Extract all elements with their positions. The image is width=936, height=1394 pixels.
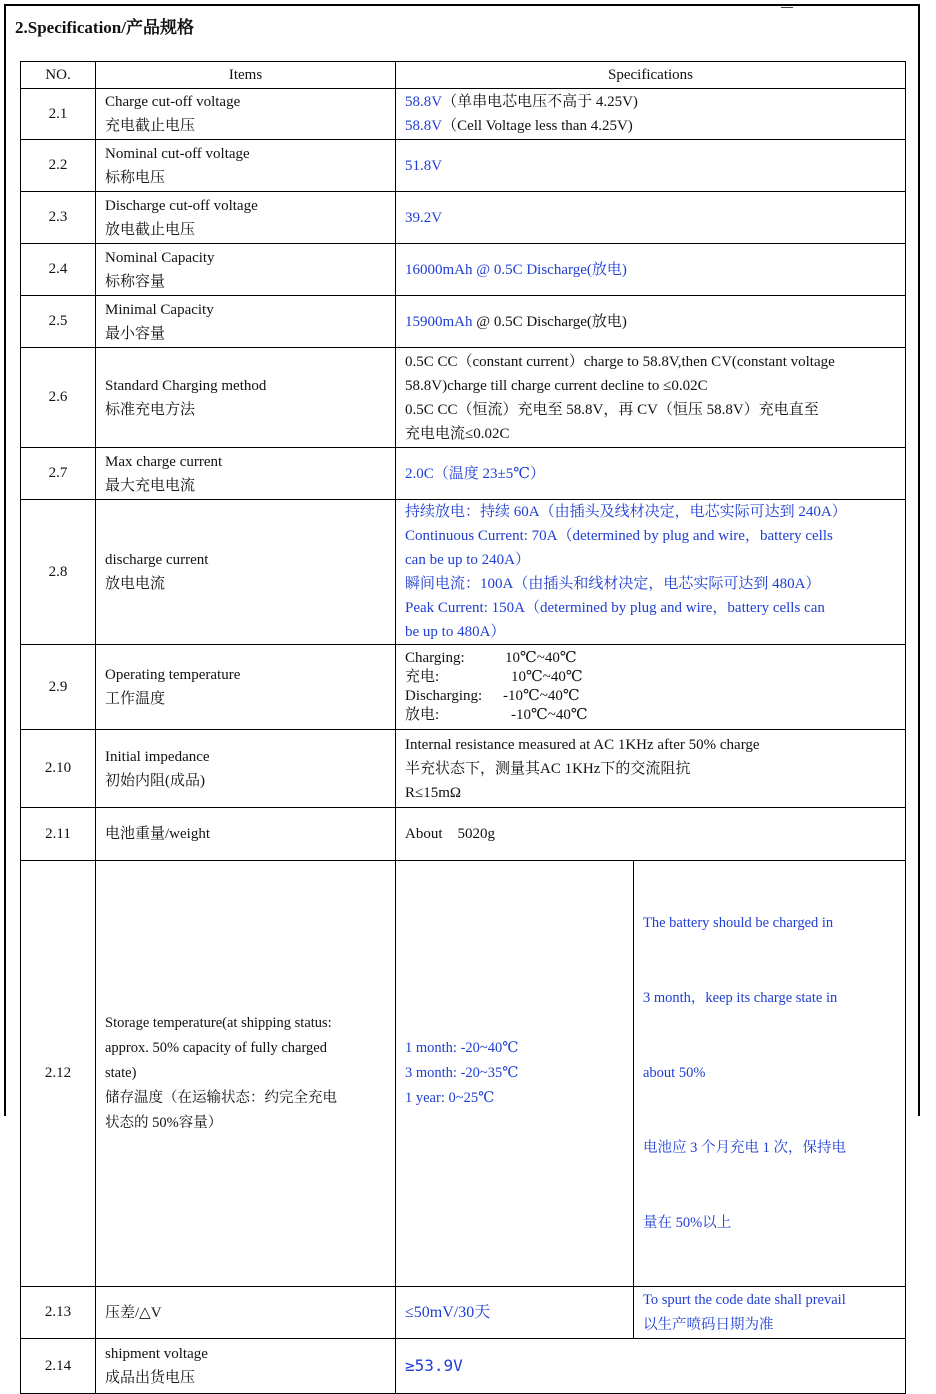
spec-line: Internal resistance measured at AC 1KHz after 50% charge (405, 736, 760, 753)
table-row (21, 861, 906, 1287)
spec-line: 半充状态下，测量其AC 1KHz下的交流阻抗 (405, 760, 691, 777)
spec-line: 3 month: -20~35℃ (405, 1065, 519, 1081)
row-number: 2.1 (21, 89, 96, 140)
row-number: 2.3 (21, 192, 96, 244)
item-label-en: approx. 50% capacity of fully charged (105, 1040, 327, 1056)
spec-line (405, 90, 897, 114)
spec-value: 15900mAh (405, 313, 473, 330)
spec-line (405, 114, 897, 138)
note-line: 3 month，keep its charge state in (643, 990, 838, 1006)
spec-line: 充电电流≤0.02C (405, 425, 510, 442)
table-row (21, 645, 906, 730)
item-cell (96, 808, 396, 861)
temp-line (405, 706, 897, 725)
item-cell (96, 192, 396, 244)
temp-value: -10℃~40℃ (511, 707, 588, 723)
item-label-cn: 最小容量 (105, 325, 166, 342)
temp-line (405, 668, 897, 687)
spec-line: 0.5C CC（恒流）充电至 58.8V，再 CV（恒压 58.8V）充电直至 (405, 401, 819, 418)
item-cell (96, 730, 396, 808)
table-row (21, 448, 906, 500)
note-line: To spurt the code date shall prevail (643, 1291, 846, 1308)
spec-line: 58.8V)charge till charge current decline to ≤0.02C (405, 377, 708, 394)
table-row (21, 244, 906, 296)
spec-line: 0.5C CC（constant current）charge to 58.8V,then CV(constant voltage (405, 353, 835, 370)
item-label-en: Minimal Capacity (105, 301, 214, 318)
table-row (21, 192, 906, 244)
item-cell (96, 448, 396, 500)
item-cell (96, 1339, 396, 1394)
continuous-current-cell (396, 500, 905, 572)
item-cell (96, 348, 396, 448)
spec-cell (396, 89, 906, 140)
spec-cell (396, 500, 906, 645)
table-row (21, 140, 906, 192)
item-cell (96, 861, 396, 1287)
item-cell (96, 1287, 396, 1339)
col-header-items: Items (96, 62, 396, 89)
item-label-en: state) (105, 1065, 137, 1081)
row-number: 2.13 (21, 1287, 96, 1339)
header-fragment (781, 0, 793, 8)
item-label-cn: 压差/△V (105, 1304, 162, 1321)
item-label-cn: 电池重量/weight (105, 826, 210, 842)
row-number: 2.2 (21, 140, 96, 192)
specification-table (20, 61, 906, 1394)
item-cell (96, 500, 396, 645)
item-label-en: Nominal Capacity (105, 249, 215, 266)
spec-cell (396, 645, 906, 730)
table-row (21, 296, 906, 348)
table-row (21, 730, 906, 808)
item-label-en: Nominal cut-off voltage (105, 145, 250, 162)
item-label-en: Standard Charging method (105, 377, 267, 394)
note-line: 量在 50%以上 (643, 1215, 732, 1231)
note-line: about 50% (643, 1065, 706, 1081)
item-label-en: Charge cut-off voltage (105, 94, 241, 110)
item-cell (96, 140, 396, 192)
item-label-en: shipment voltage (105, 1346, 208, 1362)
row-number: 2.9 (21, 645, 96, 730)
note-cell (634, 1287, 906, 1339)
spec-text: （单串电芯电压不高于 4.25V) (442, 94, 638, 110)
row-number: 2.7 (21, 448, 96, 500)
note-line: The battery should be charged in (643, 915, 834, 931)
temp-value: 10℃~40℃ (505, 650, 577, 666)
spec-line: can be up to 240A） (405, 552, 530, 568)
spec-text: （Cell Voltage less than 4.25V) (442, 118, 633, 134)
item-label-cn: 充电截止电压 (105, 118, 196, 134)
section-title: 2.Specification/产品规格 (15, 18, 194, 37)
row-number: 2.10 (21, 730, 96, 808)
item-label-cn: 标称容量 (105, 273, 166, 290)
table-row (21, 500, 906, 645)
discharge-subtable (396, 500, 905, 644)
spec-cell (396, 861, 634, 1287)
item-label-cn: 放电电流 (105, 576, 166, 592)
row-number: 2.6 (21, 348, 96, 448)
spec-cell (396, 296, 906, 348)
note-cell (634, 861, 906, 1287)
row-number: 2.5 (21, 296, 96, 348)
spec-value: 58.8V (405, 118, 443, 134)
spec-cell: About 5020g (396, 808, 906, 861)
item-label-en: Max charge current (105, 453, 223, 470)
row-number: 2.11 (21, 808, 96, 861)
table-row (21, 1339, 906, 1394)
row-number: 2.8 (21, 500, 96, 645)
row-number: 2.12 (21, 861, 96, 1287)
item-label-en: discharge current (105, 552, 209, 568)
spec-cell: 16000mAh @ 0.5C Discharge(放电) (396, 244, 906, 296)
item-label-cn: 状态的 50%容量） (105, 1115, 223, 1131)
temp-line (405, 649, 897, 668)
temp-label: 放电: (405, 707, 440, 723)
temp-label: 充电: (405, 669, 440, 685)
temp-label: Charging: (405, 650, 465, 666)
spec-line: 持续放电：持续 60A（由插头及线材决定，电芯实际可达到 240A） (405, 504, 847, 520)
row-number: 2.4 (21, 244, 96, 296)
col-header-no: NO. (21, 62, 96, 89)
item-cell (96, 89, 396, 140)
item-label-cn: 成品出货电压 (105, 1370, 196, 1386)
item-label-cn: 标称电压 (105, 169, 166, 186)
spec-line: 1 month: -20~40℃ (405, 1040, 519, 1056)
item-label-cn: 放电截止电压 (105, 221, 196, 238)
temp-value: 10℃~40℃ (511, 669, 583, 685)
spec-cell: ≤50mV/30天 (396, 1287, 634, 1339)
spec-line: 1 year: 0~25℃ (405, 1090, 495, 1106)
spec-line: R≤15mΩ (405, 784, 462, 801)
table-row (21, 348, 906, 448)
peak-current-cell (396, 572, 905, 644)
spec-cell (396, 730, 906, 808)
temp-label: Discharging: (405, 688, 483, 704)
col-header-specifications: Specifications (396, 62, 906, 89)
row-number: 2.14 (21, 1339, 96, 1394)
table-row (21, 1287, 906, 1339)
spec-cell (396, 348, 906, 448)
spec-cell: 51.8V (396, 140, 906, 192)
temp-line (405, 687, 897, 706)
item-label-en: Discharge cut-off voltage (105, 197, 258, 214)
spec-line: Peak Current: 150A（determined by plug and wire，battery cells can (405, 600, 825, 616)
note-line: 电池应 3 个月充电 1 次，保持电 (643, 1140, 846, 1156)
temp-value: -10℃~40℃ (503, 688, 580, 704)
spec-value: 58.8V (405, 94, 443, 110)
note-line: 以生产喷码日期为准 (643, 1316, 774, 1333)
item-cell (96, 244, 396, 296)
item-label-en: Operating temperature (105, 667, 241, 683)
item-label-cn: 工作温度 (105, 691, 166, 707)
spec-cell: 2.0C（温度 23±5℃） (396, 448, 906, 500)
table-row (21, 89, 906, 140)
spec-text: @ 0.5C Discharge(放电) (472, 313, 627, 330)
spec-cell: 39.2V (396, 192, 906, 244)
spec-line: be up to 480A） (405, 624, 506, 640)
table-row (21, 808, 906, 861)
spec-line: Continuous Current: 70A（determined by plug and wire，battery cells (405, 528, 833, 544)
spec-line: 瞬间电流：100A（由插头和线材决定，电芯实际可达到 480A） (405, 576, 821, 592)
table-header-row (21, 62, 906, 89)
spec-cell: ≥53.9V (396, 1339, 906, 1394)
item-label-cn: 最大充电电流 (105, 477, 196, 494)
item-label-cn: 储存温度（在运输状态：约完全充电 (105, 1090, 337, 1106)
item-cell (96, 645, 396, 730)
item-label-en: Initial impedance (105, 748, 210, 765)
item-label-cn: 初始内阻(成品) (105, 772, 205, 789)
item-label-en: Storage temperature(at shipping status: (105, 1015, 332, 1031)
item-cell (96, 296, 396, 348)
item-label-cn: 标准充电方法 (105, 401, 196, 418)
